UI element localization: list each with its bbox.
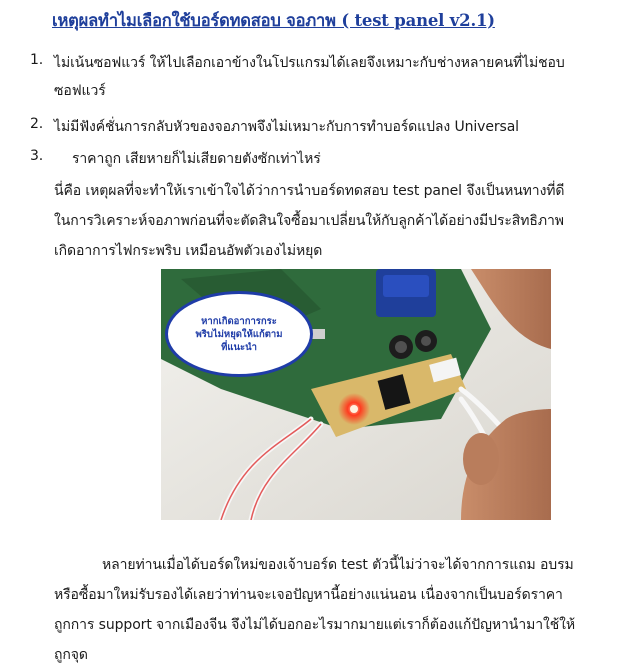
reason-2-number: 2. <box>30 116 44 132</box>
intro-line-3: เกิดอาการไฟกระพริบ เหมือนอัพตัวเองไม่หยุด <box>54 243 323 259</box>
closing-line-1: หลายท่านเมื่อได้บอร์ดใหม่ของเจ้าบอร์ด test ตัวนี้ไม่ว่าจะได้จากการแถม อบรม <box>102 557 574 573</box>
reason-3-number: 3. <box>30 148 44 164</box>
reason-3-line-1: ราคาถูก เสียหายก็ไม่เสียดายตังซักเท่าไหร่ <box>72 151 321 167</box>
intro-line-1: นี่คือ เหตุผลที่จะทำให้เราเข้าใจได้ว่าการนำบอร์ดทดสอบ test panel จึงเป็นหนทางที่ดี <box>54 183 565 199</box>
reason-1-line-2: ซอฟแวร์ <box>54 83 106 99</box>
reason-2-line-1: ไม่มีฟังค์ชั่นการกลับหัวของจอภาพจึงไม่เหมาะกับการทำบอร์ดแปลง Universal <box>54 119 519 135</box>
callout-bubble <box>165 291 313 377</box>
reason-1-number: 1. <box>30 52 44 68</box>
page-heading: เหตุผลทำไมเลือกใช้บอร์ดทดสอบ จอภาพ ( test panel v2.1) <box>52 11 495 30</box>
intro-line-2: ในการวิเคราะห์จอภาพก่อนที่จะตัดสินใจซื้อมาเปลี่ยนให้กับลูกค้าได้อย่างมีประสิทธิภาพ <box>54 213 564 229</box>
closing-line-4: ถูกจุด <box>54 647 88 663</box>
reason-1-line-1: ไม่เน้นซอฟแวร์ ให้ไปเลือกเอาข้างในโปรแกรมได้เลยจึงเหมาะกับช่างหลายคนที่ไม่ชอบ <box>54 55 565 71</box>
closing-line-2: หรือซื้อมาใหม่รับรองได้เลยว่าท่านจะเจอปัญหานี้อย่างแน่นอน เนื่องจากเป็นบอร์ดราคา <box>54 587 563 603</box>
callout-text: หากเกิดอาการกระ พริบไม่หยุดให้แก้ตาม ที่แนะนำ <box>195 315 283 353</box>
closing-line-3: ถูกการ support จากเมืองจีน จึงไม่ได้บอกอะไรมากมายแต่เราก็ต้องแก้ปัญหานำมาใช้ให้ <box>54 617 575 633</box>
board-photo <box>161 269 551 520</box>
